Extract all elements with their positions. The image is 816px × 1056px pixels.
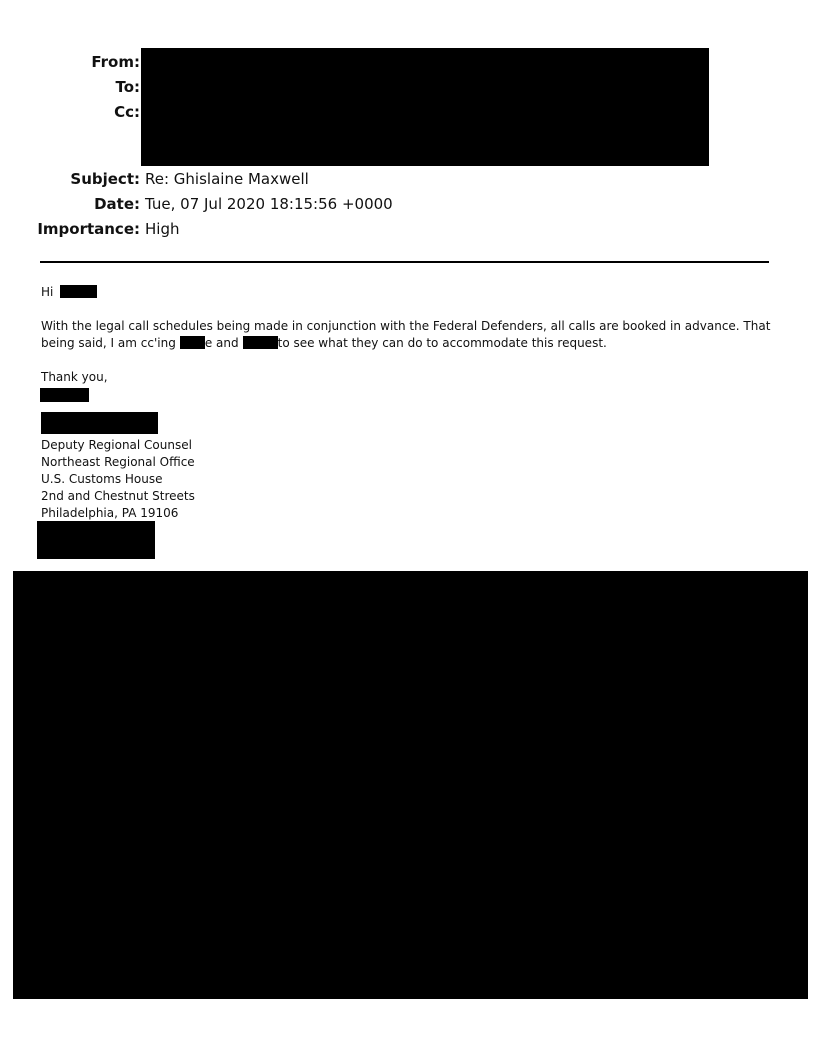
signature-title: Deputy Regional Counsel: [41, 438, 192, 452]
closing-line: Thank you,: [41, 370, 108, 384]
subject-value: Re: Ghislaine Maxwell: [145, 170, 309, 188]
paragraph-line-1: With the legal call schedules being made in conjunction with the Federal Defenders, all calls are booked in advance. That: [41, 319, 771, 333]
subject-label: Subject:: [70, 170, 140, 188]
date-label: Date:: [94, 195, 140, 213]
paragraph-line-2: [41, 335, 607, 352]
paragraph-line-2-start: being said, I am cc'ing: [41, 336, 176, 350]
large-body-redaction: [13, 571, 808, 999]
greeting-text: Hi: [41, 285, 54, 299]
cc-name-redaction-2: [243, 336, 278, 349]
cc-name-redaction-1: [180, 336, 205, 349]
header-divider: [40, 261, 769, 263]
paragraph-line-2-end: to see what they can do to accommodate this request.: [277, 336, 607, 350]
greeting-name-redaction: [60, 285, 97, 298]
cc-label: Cc:: [114, 103, 140, 121]
sender-fullname-redaction: [41, 412, 158, 434]
contact-info-redaction: [37, 521, 155, 559]
header-recipients-redaction: [141, 48, 709, 166]
paragraph-line-2-mid: e and: [204, 336, 239, 350]
greeting-line: [41, 284, 97, 301]
importance-value: High: [145, 220, 180, 238]
signature-city: Philadelphia, PA 19106: [41, 506, 179, 520]
signature-street: 2nd and Chestnut Streets: [41, 489, 195, 503]
signature-office: Northeast Regional Office: [41, 455, 195, 469]
signature-building: U.S. Customs House: [41, 472, 163, 486]
importance-label: Importance:: [37, 220, 140, 238]
date-value: Tue, 07 Jul 2020 18:15:56 +0000: [145, 195, 393, 213]
sender-name-redaction: [40, 388, 89, 402]
from-label: From:: [91, 53, 140, 71]
to-label: To:: [115, 78, 140, 96]
